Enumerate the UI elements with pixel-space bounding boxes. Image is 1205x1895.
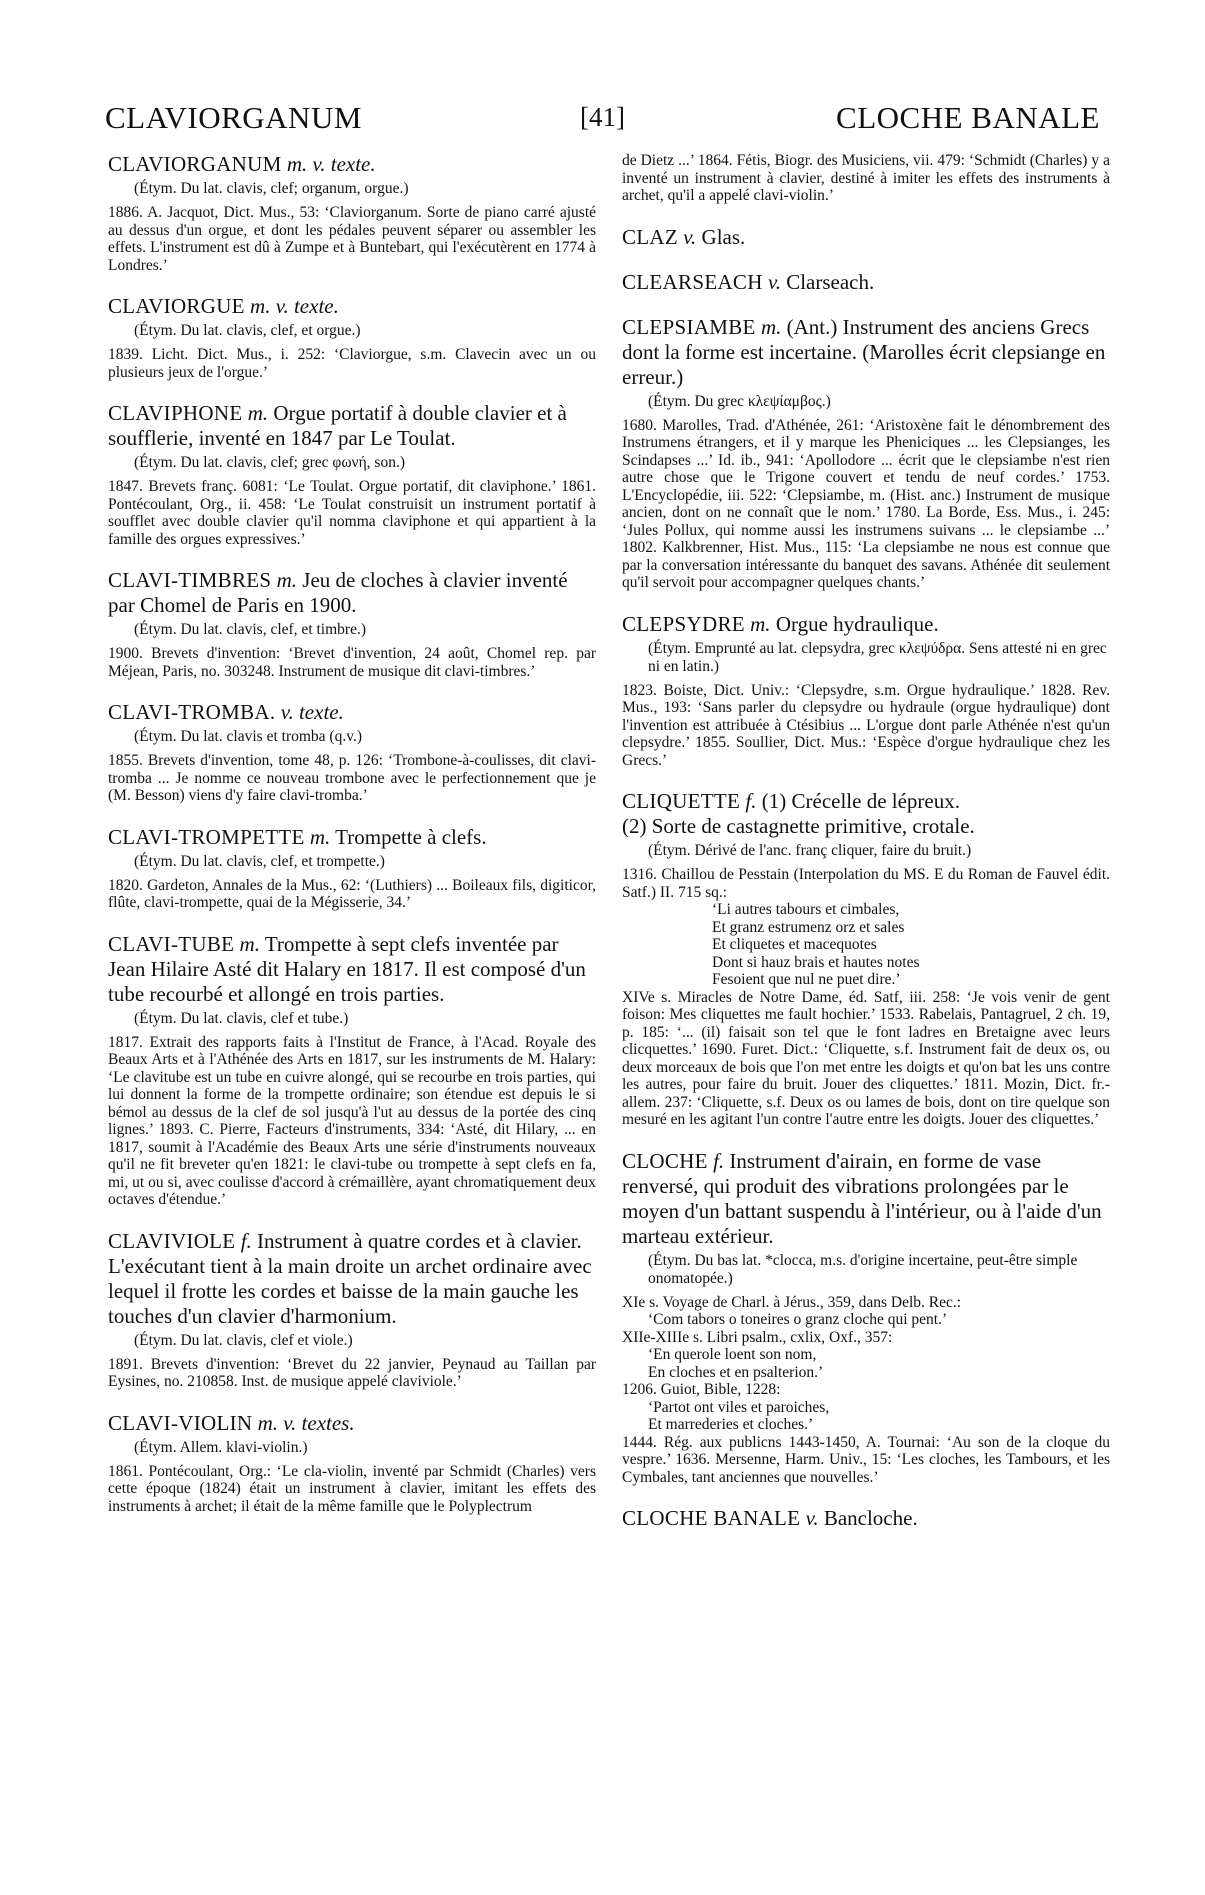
- entry-definition: Trompette à clefs.: [335, 824, 487, 849]
- entry-etymology: (Étym. Emprunté au lat. clepsydra, grec κλεψύδρα. Sens attesté ni en grec ni en latin.): [648, 639, 1107, 675]
- entry-term: CLAVIVIOLE: [108, 1228, 236, 1253]
- entry-term: CLAZ: [622, 224, 679, 249]
- entry-grammar: m.: [247, 401, 269, 425]
- entry-definition: Instrument à quatre cordes et à clavier. L'exécutant tient à la main droite un archet ordinaire avec lequel il frotte les cordes et baisse de la main gauche les touches d'un clavier d'harmonium.: [108, 1228, 592, 1328]
- citation-reference: XIe s. Voyage de Charl. à Jérus., 359, dans Delb. Rec.:: [622, 1293, 962, 1311]
- dictionary-entry: [622, 225, 1110, 250]
- verse-line: Et marrederies et cloches.’: [648, 1416, 814, 1433]
- entry-citations: 1847. Brevets franç. 6081: ‘Le Toulat. Orgue portatif, dit claviphone.’ 1861. Pontécoulant, Org., ii. 458: ‘Le Toulat construisit un instrument portatif à soufflet avec double clavier qu'il nomma claviphone et qui appartient à la famille des orgues expressives.’: [108, 478, 596, 548]
- entry-grammar: m. v. texte.: [286, 152, 376, 176]
- entry-etymology: (Étym. Du lat. clavis, clef et tube.): [134, 1009, 349, 1027]
- entry-definition: Orgue hydraulique.: [775, 611, 939, 636]
- entry-grammar: v. texte.: [280, 700, 344, 724]
- entry-grammar: v.: [767, 269, 781, 294]
- header-right: CLOCHE BANALE: [836, 100, 1100, 135]
- entry-headword-line: [108, 1229, 596, 1329]
- verse-line: ‘Li autres tabours et cimbales,: [712, 901, 900, 918]
- entry-headword-line: [622, 1506, 1110, 1531]
- entry-term: CLAVI-TUBE: [108, 931, 235, 956]
- verse-line: Dont si hauz brais et hautes notes: [712, 953, 920, 971]
- entry-definition: (Ant.) Instrument des anciens Grecs dont la forme est incertaine. (Marolles écrit clepsiange en erreur.): [622, 314, 1106, 389]
- left-column: [108, 152, 596, 1535]
- header-left: CLAVIORGANUM: [105, 100, 362, 135]
- entry-definition: (1) Crécelle de lépreux. (2) Sorte de castagnette primitive, crotale.: [622, 789, 975, 838]
- entry-term: CLAVI-VIOLIN: [108, 1410, 253, 1435]
- dictionary-entry: [622, 789, 1110, 1129]
- entry-headword-line: [622, 612, 1110, 637]
- entry-term: CLAVI-TIMBRES: [108, 568, 272, 592]
- entry-etymology: (Étym. Du lat. clavis, clef; organum, orgue.): [134, 180, 409, 197]
- entry-headword-line: [622, 315, 1110, 390]
- entry-grammar: m.: [239, 931, 260, 956]
- entry-citations: 1680. Marolles, Trad. d'Athénée, 261: ‘Aristoxène fait le dénombrement des Instrumens étrangers, et il y marque les Pheniciques ... les Clepsianges, les Scindapses ...’ Id. ib., 941: ‘Apollodore ... écrit que le clepsiambe n'est rien autre chose que le Trigone couvert et tendu de neuf cordes.’ 1753. L'Encyclopédie, iii. 522: ‘Clepsiambe, m. (Hist. anc.) Instrument de musique ancien, dont on ne connaît que le nom.’ 1780. La Borde, Ess. Mus., i. 245: ‘Jules Pollux, qui nomme aussi les instrumens suivans ... le clepsiambe ...’ 1802. Kalkbrenner, Hist. Mus., 115: ‘La clepsiambe ne nous est connue que par la conversation intéressante du banquet des savans. Athénée dit seulement qu'il servoit pour accompagner quelques chants.’: [622, 416, 1110, 591]
- dictionary-entry: [108, 1229, 596, 1391]
- verse-line: ‘En querole loent son nom,: [648, 1346, 817, 1363]
- verse-line: Fesoient que nul ne puet dire.’: [712, 971, 901, 988]
- entry-term: CLEPSIAMBE: [622, 314, 756, 339]
- entry-term: CLIQUETTE: [622, 789, 741, 813]
- page-number: [41]: [580, 102, 625, 132]
- dictionary-entry: [108, 568, 596, 680]
- entry-citations: 1820. Gardeton, Annales de la Mus., 62: ‘(Luthiers) ... Boileaux fils, digiticor, flûte, clavi-trompette, quai de la Mégisserie, 34.’: [108, 876, 596, 911]
- entry-etymology: (Étym. Du lat. clavis, clef, et orgue.): [134, 322, 361, 339]
- right-column: [622, 152, 1110, 1551]
- entry-citations: 1839. Licht. Dict. Mus., i. 252: ‘Claviorgue, s.m. Clavecin avec un ou plusieurs jeux de l'orgue.’: [108, 346, 596, 381]
- dictionary-entry: [108, 152, 596, 274]
- entry-etymology: (Étym. Du grec κλεψίαμβος.): [648, 392, 831, 410]
- entry-citations-continued: 1444. Rég. aux publicns 1443-1450, A. Tournai: ‘Au son de la cloque du vespre.’ 1636. Mersenne, Harm. Univ., 15: ‘Les cloches, les Tambours, et les Cymbales, tant anciennes que nouvelles.’: [622, 1433, 1110, 1486]
- entry-etymology: (Étym. Allem. klavi-violin.): [134, 1438, 308, 1456]
- entry-citations: 1316. Chaillou de Pesstain (Interpolation du MS. E du Roman de Fauvel édit. Satf.) II. 715 sq.:: [622, 866, 1110, 901]
- entry-headword-line: [622, 270, 1110, 295]
- entry-term: CLEPSYDRE: [622, 611, 745, 636]
- entry-term: CLOCHE: [622, 1148, 708, 1173]
- entry-citations: de Dietz ...’ 1864. Fétis, Biogr. des Musiciens, vii. 479: ‘Schmidt (Charles) y a inventé un instrument à clavier, destiné à imiter les effets des instruments à archet, qu'il a appelé clavi-violin.’: [622, 152, 1110, 204]
- dictionary-entry: [622, 270, 1110, 295]
- dictionary-entry: [108, 294, 596, 381]
- entry-grammar: m.: [276, 568, 298, 592]
- entry-etymology: (Étym. Du bas lat. *clocca, m.s. d'origine incertaine, peut-être simple onomatopée.): [648, 1251, 1078, 1287]
- entry-headword-line: [108, 932, 596, 1007]
- verse-line: Et granz estrumenz orz et sales: [712, 918, 905, 936]
- citation-reference: 1206. Guiot, Bible, 1228:: [622, 1381, 781, 1398]
- verse-line: En cloches et en psalterion.’: [648, 1363, 824, 1381]
- entry-grammar: v.: [805, 1506, 819, 1530]
- entry-grammar: m.: [760, 314, 782, 339]
- entry-term: CLAVIORGUE: [108, 294, 245, 318]
- entry-etymology: (Étym. Du lat. clavis, clef, et timbre.): [134, 621, 366, 638]
- entry-grammar: f.: [713, 1148, 725, 1173]
- entry-grammar: v.: [683, 224, 697, 249]
- dictionary-entry: [622, 315, 1110, 592]
- dictionary-entry: [622, 1506, 1110, 1531]
- entry-headword-line: [108, 700, 596, 725]
- entry-headword-line: [622, 1149, 1110, 1249]
- entry-headword-line: [108, 401, 596, 451]
- entry-grammar: m.: [750, 611, 771, 636]
- verse-line: ‘Partot ont viles et paroiches,: [648, 1398, 830, 1416]
- entry-definition: Jeu de cloches à clavier inventé par Chomel de Paris en 1900.: [108, 568, 568, 617]
- entry-citations: 1861. Pontécoulant, Org.: ‘Le cla-violin, inventé par Schmidt (Charles) vers cette époque (1824) était un instrument à clavier, imitant les effets des instruments à archet; il était de la même famille que le Polyplectrum: [108, 1462, 596, 1515]
- entry-term: CLEARSEACH: [622, 269, 763, 294]
- entry-term: CLAVI-TROMBA.: [108, 700, 276, 724]
- entry-grammar: m. v. texte.: [250, 294, 339, 318]
- entry-term: CLAVI-TROMPETTE: [108, 824, 305, 849]
- entry-term: CLOCHE BANALE: [622, 1506, 801, 1530]
- entry-etymology: (Étym. Dérivé de l'anc. franç cliquer, faire du bruit.): [648, 842, 972, 859]
- entry-citations-continued: XIVe s. Miracles de Notre Dame, éd. Satf, iii. 258: ‘Je vois venir de gent foison: Mes cliquettes me fault hochier.’ 1533. Rabelais, Pantagruel, 2 ch. 19, p. 185: ‘... (il) faisait son tel que le font ladres en Bretaigne avec leurs clicquettes.’ 1690. Furet. Dict.: ‘Cliquette, s.f. Instrument fait de deux os, ou deux morceaux de bois que l'on met entre les doigts et qu'on bat les uns contre les autres, pour faire du bruit. Jouer des cliquettes.’ 1811. Mozin, Dict. fr.-allem. 237: ‘Cliquette, s.f. Deux os ou lames de bois, dont on tire quelque son mesuré en les agitant l'un contre l'autre entre les doigts. Jouer des cliquettes.’: [622, 988, 1110, 1128]
- dictionary-entry: [622, 1149, 1110, 1487]
- dictionary-entry: [108, 1411, 596, 1516]
- entry-definition: Orgue portatif à double clavier et à soufflerie, inventé en 1847 par Le Toulat.: [108, 401, 567, 450]
- dictionary-entry: [108, 401, 596, 548]
- entry-etymology: (Étym. Du lat. clavis, clef et viole.): [134, 1331, 353, 1349]
- verse-line: ‘Com tabors o toneires o granz cloche qui pent.’: [648, 1311, 948, 1328]
- entry-citations: 1891. Brevets d'invention: ‘Brevet du 22 janvier, Peynaud au Taillan par Eysines, no. 210858. Inst. de musique appelé claviviole.’: [108, 1355, 596, 1390]
- dictionary-entry: [622, 152, 1110, 205]
- entry-grammar: m.: [309, 824, 331, 849]
- entry-headword-line: [622, 789, 1110, 839]
- entry-grammar: m. v. textes.: [257, 1410, 355, 1435]
- entry-grammar: f.: [745, 789, 757, 813]
- verse-line: Et cliquetes et macequotes: [712, 936, 877, 953]
- entry-headword-line: [108, 152, 596, 177]
- entry-citations: 1855. Brevets d'invention, tome 48, p. 126: ‘Trombone-à-coulisses, dit clavi-tromba ... Je nomme ce nouveau trombone avec le perfectionnement que je (M. Besson) viens d'y faire clavi-tromba.’: [108, 752, 596, 804]
- entry-etymology: (Étym. Du lat. clavis, clef, et trompette.): [134, 852, 385, 870]
- citation-reference: XIIe-XIIIe s. Libri psalm., cxlix, Oxf., 357:: [622, 1328, 893, 1346]
- entry-definition: Instrument d'airain, en forme de vase renversé, qui produit des vibrations prolongées par le moyen d'un battant suspendu à l'intérieur, ou à l'aide d'un marteau extérieur.: [622, 1148, 1102, 1248]
- entry-etymology: (Étym. Du lat. clavis et tromba (q.v.): [134, 728, 362, 745]
- dictionary-entry: [108, 825, 596, 912]
- entry-headword-line: [108, 568, 596, 618]
- entry-grammar: f.: [240, 1228, 252, 1253]
- entry-term: CLAVIORGANUM: [108, 152, 282, 176]
- entry-headword-line: [622, 225, 1110, 250]
- running-header: [105, 100, 1100, 144]
- entry-citations: 1823. Boiste, Dict. Univ.: ‘Clepsydre, s.m. Orgue hydraulique.’ 1828. Rev. Mus., 193: ‘Sans parler du clepsydre ou hydraule (orgue hydraulique) dont l'invention est attribuée à Ctésibius ... L'orgue dont parle Athénée n'est qu'un clepsydre.’ 1855. Soullier, Dict. Mus.: ‘Espèce d'orgue hydraulique chez les Grecs.’: [622, 681, 1110, 769]
- entry-definition: Trompette à sept clefs inventée par Jean Hilaire Asté dit Halary en 1817. Il est composé d'un tube recourbé et allongé en trois parties.: [108, 931, 586, 1006]
- entry-citations: 1886. A. Jacquot, Dict. Mus., 53: ‘Claviorganum. Sorte de piano carré ajusté au dessus d'un orgue, et dont les pédales peuvent séparer ou assembler les effets. L'instrument est dû à Zumpe et à Buntebart, qui l'exécutèrent en 1774 à Londres.’: [108, 204, 596, 274]
- entry-headword-line: [108, 825, 596, 850]
- entry-citations: 1817. Extrait des rapports faits à l'Institut de France, à l'Acad. Royale des Beaux Arts et à l'Athénée des Arts en 1817, sur les instruments de M. Halary: ‘Le clavitube est un tube en cuivre alongé, qui se recourbe en trois parties, qui lui donnent la forme de la trompette ordinaire; son étendue est depuis le si bémol au dessus de la clef de sol jusqu'à l'ut au dessus de la portée des cinq lignes.’ 1893. C. Pierre, Facteurs d'instruments, 334: ‘Asté, dit Hilary, ... en 1817, soumit à l'Académie des Beaux Arts une série d'instruments nouveaux qu'il ne fit breveter qu'en 1821: le clavi-tube ou trompette à sept clefs en fa, mi, ut ou si, avec coulisse d'accord à crémaillère, ayant chromatiquement deux octaves d'étendue.’: [108, 1033, 596, 1208]
- dictionary-entry: [108, 932, 596, 1209]
- entry-citations: 1900. Brevets d'invention: ‘Brevet d'invention, 24 août, Chomel rep. par Méjean, Paris, no. 303248. Instrument de musique dit clavi-timbres.’: [108, 645, 596, 680]
- entry-term: CLAVIPHONE: [108, 401, 243, 425]
- entry-headword-line: [108, 1411, 596, 1436]
- entry-etymology: (Étym. Du lat. clavis, clef; grec φωνή, son.): [134, 454, 405, 471]
- entry-definition: Glas.: [701, 224, 746, 249]
- entry-headword-line: [108, 294, 596, 319]
- dictionary-entry: [622, 612, 1110, 770]
- entry-definition: Clarseach.: [786, 269, 875, 294]
- entry-definition: Bancloche.: [823, 1506, 918, 1530]
- dictionary-entry: [108, 700, 596, 805]
